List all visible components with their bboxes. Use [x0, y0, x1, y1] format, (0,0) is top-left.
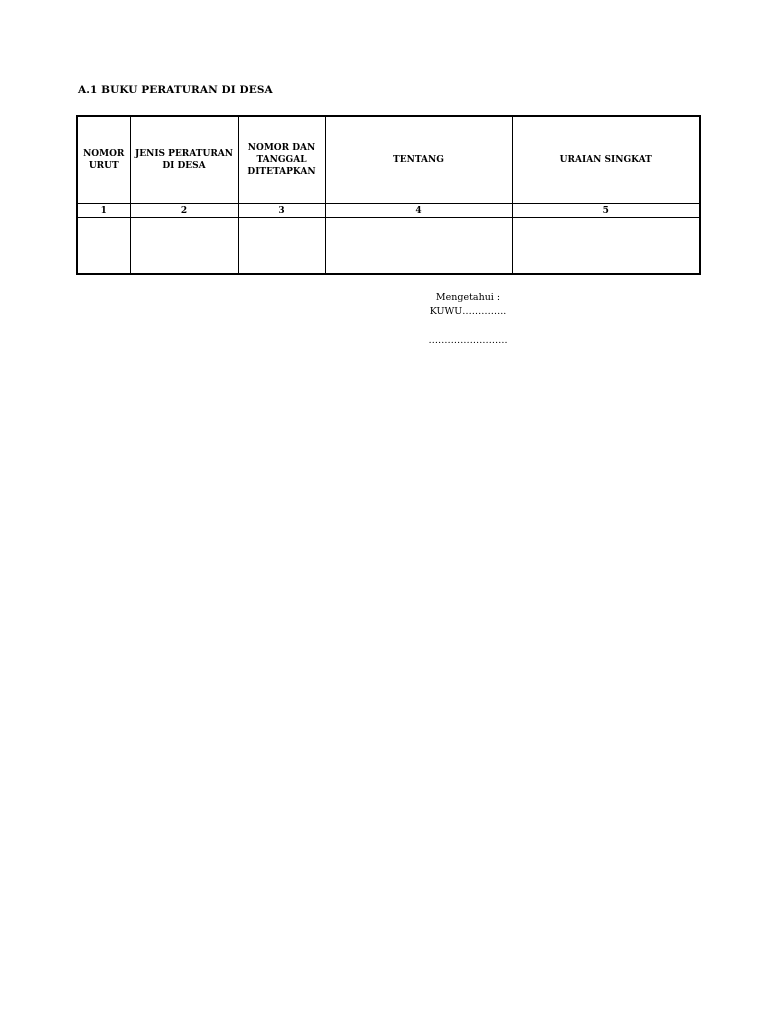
- column-number: 1: [77, 204, 130, 218]
- column-number-row: [77, 204, 700, 218]
- table-cell: [238, 218, 325, 275]
- table-header-row: [77, 116, 700, 204]
- header-nomor-urut: NOMOR URUT: [77, 116, 130, 204]
- signature-label: Mengetahui :: [435, 292, 501, 303]
- regulation-register-table: [76, 115, 701, 275]
- column-number: 2: [130, 204, 238, 218]
- signature-position: KUWU…………..: [429, 306, 507, 317]
- table-cell: [512, 218, 700, 275]
- signature-name-line: …………………….: [428, 335, 508, 346]
- document-title: A.1 BUKU PERATURAN DI DESA: [78, 84, 273, 96]
- header-uraian-singkat: URAIAN SINGKAT: [512, 116, 700, 204]
- table-cell: [325, 218, 512, 275]
- header-nomor-tanggal: NOMOR DAN TANGGAL DITETAPKAN: [238, 116, 325, 204]
- column-number: 3: [238, 204, 325, 218]
- signature-block: [400, 291, 536, 348]
- header-jenis-peraturan: JENIS PERATURAN DI DESA: [130, 116, 238, 204]
- table-cell: [77, 218, 130, 275]
- column-number: 5: [512, 204, 700, 218]
- table-row: [77, 218, 700, 275]
- column-number: 4: [325, 204, 512, 218]
- header-tentang: TENTANG: [325, 116, 512, 204]
- table-cell: [130, 218, 238, 275]
